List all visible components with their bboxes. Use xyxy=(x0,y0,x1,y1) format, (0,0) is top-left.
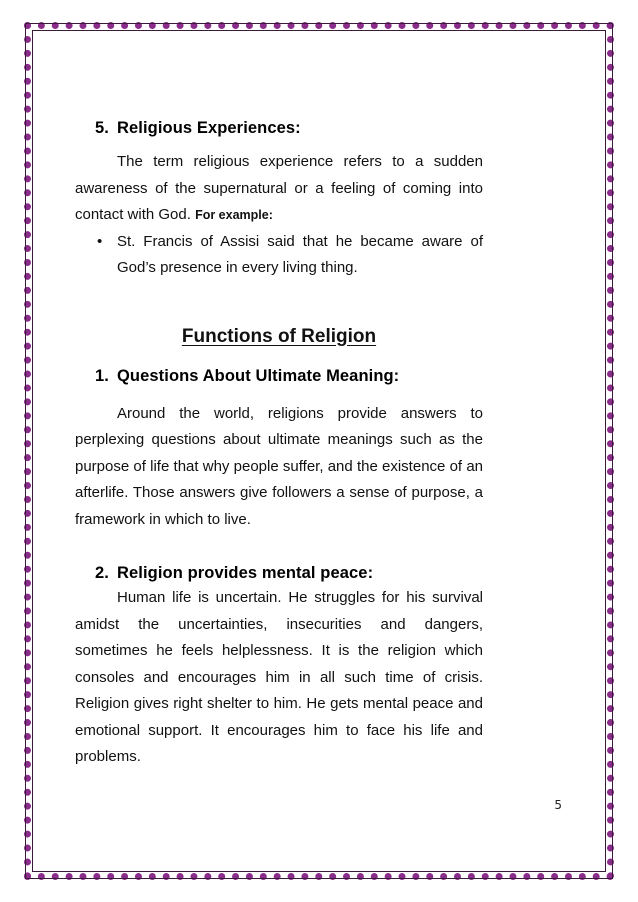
section-number: 2. xyxy=(95,564,109,582)
bullet-icon: • xyxy=(97,232,103,250)
page-number: 5 xyxy=(554,798,562,812)
section-number: 1. xyxy=(95,366,109,385)
section-title: Questions About Ultimate Meaning: xyxy=(117,366,400,385)
functions-of-religion-title: Functions of Religion xyxy=(181,325,377,347)
mental-peace-paragraph: Human life is uncertain. He struggles for his survival amidst the uncertainties, insecurities and dangers, sometimes he feels helplessness. It is the religion which consoles and encourages him in all such time of crisis. Religion gives right shelter to him. He gets mental peace and emotional support. It encourages him to face his life and problems. xyxy=(75,589,483,765)
ultimate-meaning-paragraph: Around the world, religions provide answers to perplexing questions about ultimate meanings such as the purpose of life that why people suffer, and the existence of an afterlife. Those answers give followers a sense of purpose, a framework in which to live. xyxy=(75,404,483,528)
page-content xyxy=(75,116,483,771)
section-heading-mental-peace xyxy=(75,561,483,585)
list-item xyxy=(97,229,483,282)
section-title: Religion provides mental peace: xyxy=(117,564,374,582)
religious-experience-paragraph xyxy=(75,149,483,229)
bullet-text: St. Francis of Assisi said that he became aware of God’s presence in every living thing. xyxy=(117,232,483,276)
paragraph-text: The term religious experience refers to a sudden awareness of the supernatural or a feeling of coming into contact with God. xyxy=(75,153,483,223)
example-label: For example: xyxy=(195,208,273,222)
section-title: Religious Experiences: xyxy=(117,119,301,137)
section-number: 5. xyxy=(95,119,109,137)
section-heading-religious-experiences xyxy=(75,116,483,140)
section-heading-ultimate-meaning xyxy=(75,364,483,388)
